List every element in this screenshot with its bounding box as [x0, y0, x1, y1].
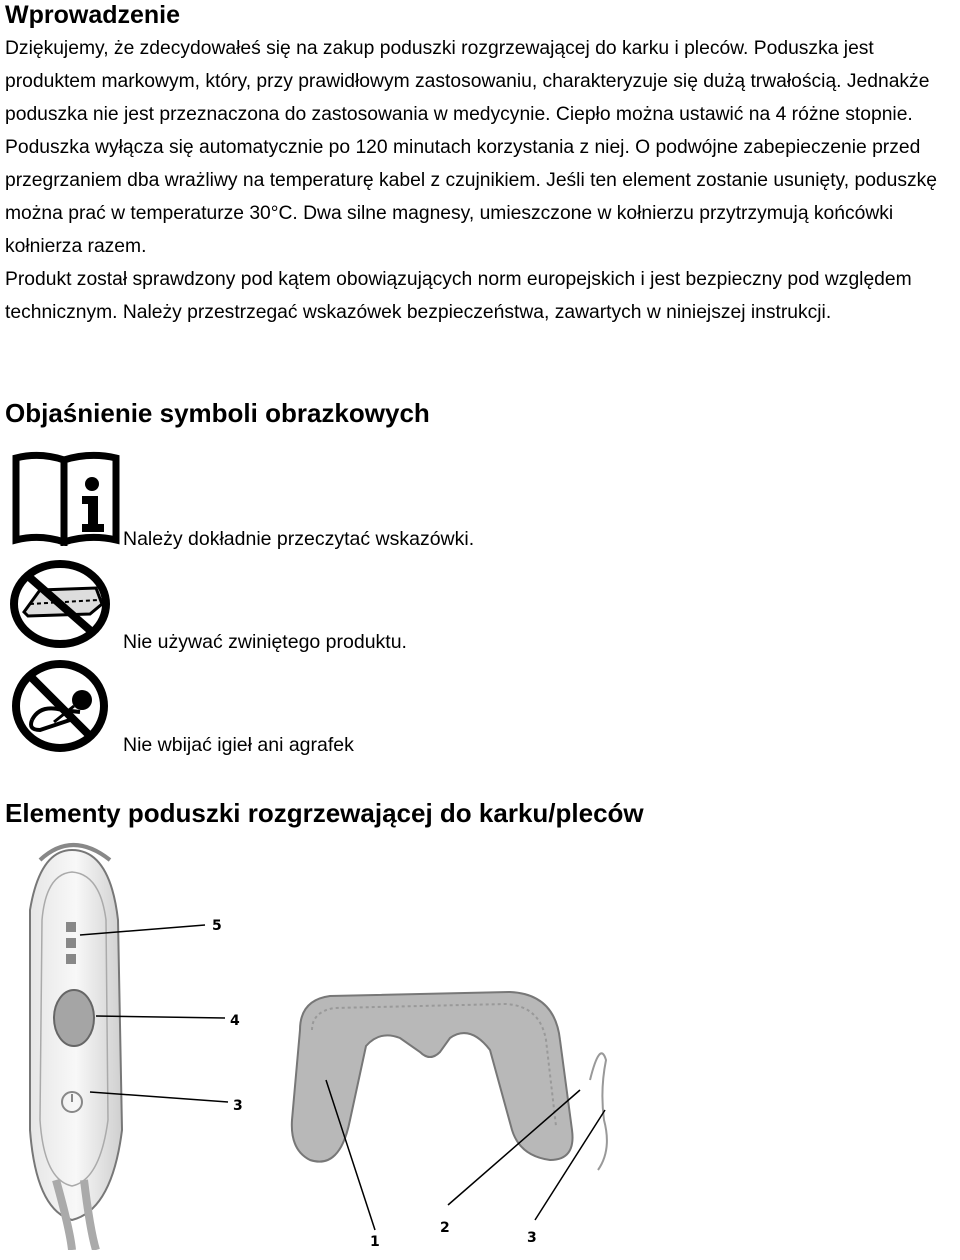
intro-paragraph-2: Produkt został sprawdzony pod kątem obowiązujących norm europejskich i jest bezpieczny pod względem technicznym. Należy przestrzegać wskazówek bezpieczeństwa, zawartych w niniejszej instrukcji. [5, 269, 912, 323]
no-folding-icon [10, 560, 110, 648]
heating-pad [292, 992, 607, 1230]
symbol-caption-1: Należy dokładnie przeczytać wskazówki. [123, 528, 475, 550]
pad-label-3: 3 [527, 1230, 537, 1246]
symbols-title: Objaśnienie symboli obrazkowych [5, 398, 430, 428]
pad-label-1: 1 [370, 1234, 380, 1250]
product-diagram [0, 830, 700, 1250]
intro-text [5, 32, 960, 329]
read-instructions-icon [10, 450, 122, 546]
pad-label-2: 2 [440, 1220, 450, 1236]
symbol-caption-2: Nie używać zwiniętego produktu. [123, 631, 407, 653]
intro-paragraph-1: Dziękujemy, że zdecydowałeś się na zakup poduszki rozgrzewającej do karku i pleców. Poduszka jest produktem markowym, który, przy prawidłowym zastosowaniu, charakteryzuje się dużą trwałością. Jednakże poduszka nie jest przeznaczona do zastosowania w medycynie. Ciepło można ustawić na 4 różne stopnie. Poduszka wyłącza się automatycznie po 120 minutach korzystania z niej. O podwójne zabepieczenie przed przegrzaniem dba wrażliwy na temperaturę kabel z czujnikiem. Jeśli ten element zostanie usunięty, poduszkę można prać w temperaturze 30°C. Dwa silne magnesy, umieszczone w kołnierzu przytrzymują końcówki kołnierza razem. [5, 38, 938, 257]
intro-title: Wprowadzenie [5, 1, 181, 29]
no-pins-icon [10, 660, 110, 752]
controller-label-5: 5 [212, 918, 222, 934]
controller-label-4: 4 [230, 1013, 240, 1029]
controller [30, 845, 228, 1250]
controller-label-3: 3 [233, 1098, 243, 1114]
elements-title: Elementy poduszki rozgrzewającej do karku/pleców [5, 798, 644, 828]
symbol-caption-3: Nie wbijać igieł ani agrafek [123, 734, 354, 756]
